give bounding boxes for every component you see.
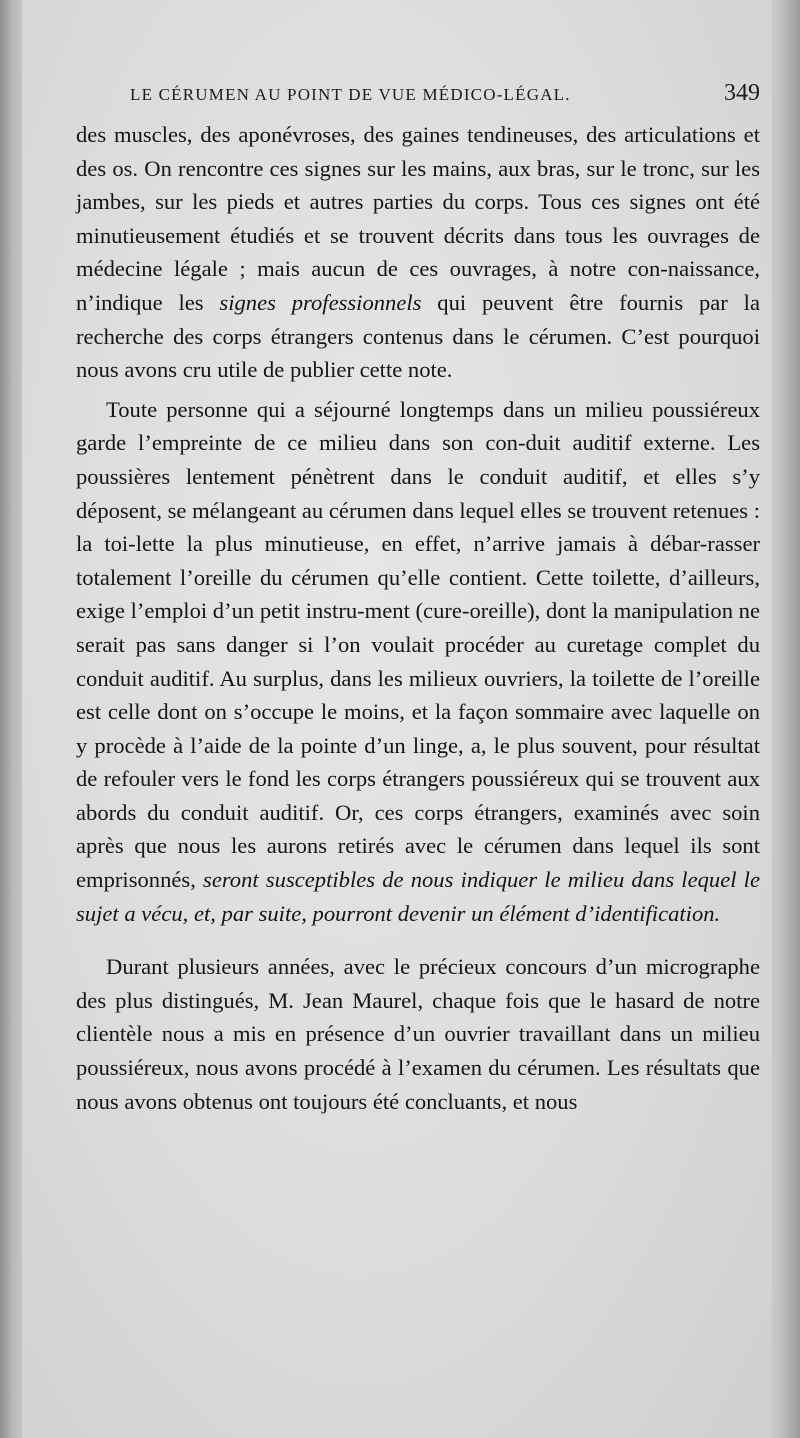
paragraph-2-text: Toute personne qui a séjourné longtemps dans un milieu poussiéreux garde l’empreinte de ce milieu dans son con-duit auditif externe. Les poussières lentement pénètrent dans le conduit auditif, et elles s’y déposent, se mélangeant au cérumen dans lequel elles se trouvent retenues : la toi-lette la plus minutieuse, en effet, n’arrive jamais à débar-rasser totalement l’oreille du cérumen qu’elle contient. Cette toilette, d’ailleurs, exige l’emploi d’un petit instru-ment (cure-oreille), dont la manipulation ne serait pas sans danger si l’on voulait procéder au curetage complet du conduit auditif. Au surplus, dans les milieux ouvriers, la toilette de l’oreille est celle dont on s’occupe le moins, et la façon sommaire avec laquelle on y procède à l’aide de la pointe d’un linge, a, le plus souvent, pour résultat de refouler vers le fond les corps étrangers poussiéreux qui se trouvent aux abords du conduit auditif. Or, ces corps étrangers, examinés avec soin après que nous les aurons retirés avec le cérumen dans lequel ils sont emprisonnés, — [76, 396, 760, 893]
paragraph-1-text-end: qui peuvent être fournis par la recherche des corps étrangers contenus dans le cérumen. C’est pourquoi nous avons cru utile de publier cette note. — [76, 289, 760, 383]
paragraph-2-italic: seront susceptibles de nous indiquer le milieu dans lequel le sujet a vécu, et, par suite, pourront devenir un élément d’identification. — [76, 867, 760, 926]
page-number: 349 — [724, 80, 760, 106]
body-text — [76, 118, 760, 1118]
page-header — [130, 80, 760, 114]
paragraph-1-italic: signes professionnels — [219, 289, 422, 315]
scan-shadow-right — [772, 0, 800, 1438]
scan-shadow-left — [0, 0, 22, 1438]
paragraph-1 — [76, 118, 760, 387]
running-title: LE CÉRUMEN AU POINT DE VUE MÉDICO-LÉGAL. — [130, 85, 571, 104]
paragraph-2 — [76, 393, 760, 931]
paragraph-1-text: des muscles, des aponévroses, des gaines tendineuses, des articulations et des os. On rencontre ces signes sur les mains, aux bras, sur le tronc, sur les jambes, sur les pieds et autres parties du corps. Tous ces signes ont été minutieusement étudiés et se trouvent décrits dans tous les ouvrages de médecine légale ; mais aucun de ces ouvrages, à notre con-naissance, n’indique les — [76, 122, 760, 315]
paragraph-3-text: Durant plusieurs années, avec le précieux concours d’un micrographe des plus distingués, M. Jean Maurel, chaque fois que le hasard de notre clientèle nous a mis en présence d’un ouvrier travaillant dans un milieu poussiéreux, nous avons procédé à l’examen du cérumen. Les résultats que nous avons obtenus ont toujours été concluants, et nous — [76, 954, 760, 1114]
book-page — [22, 0, 772, 1438]
paragraph-3 — [76, 950, 760, 1118]
